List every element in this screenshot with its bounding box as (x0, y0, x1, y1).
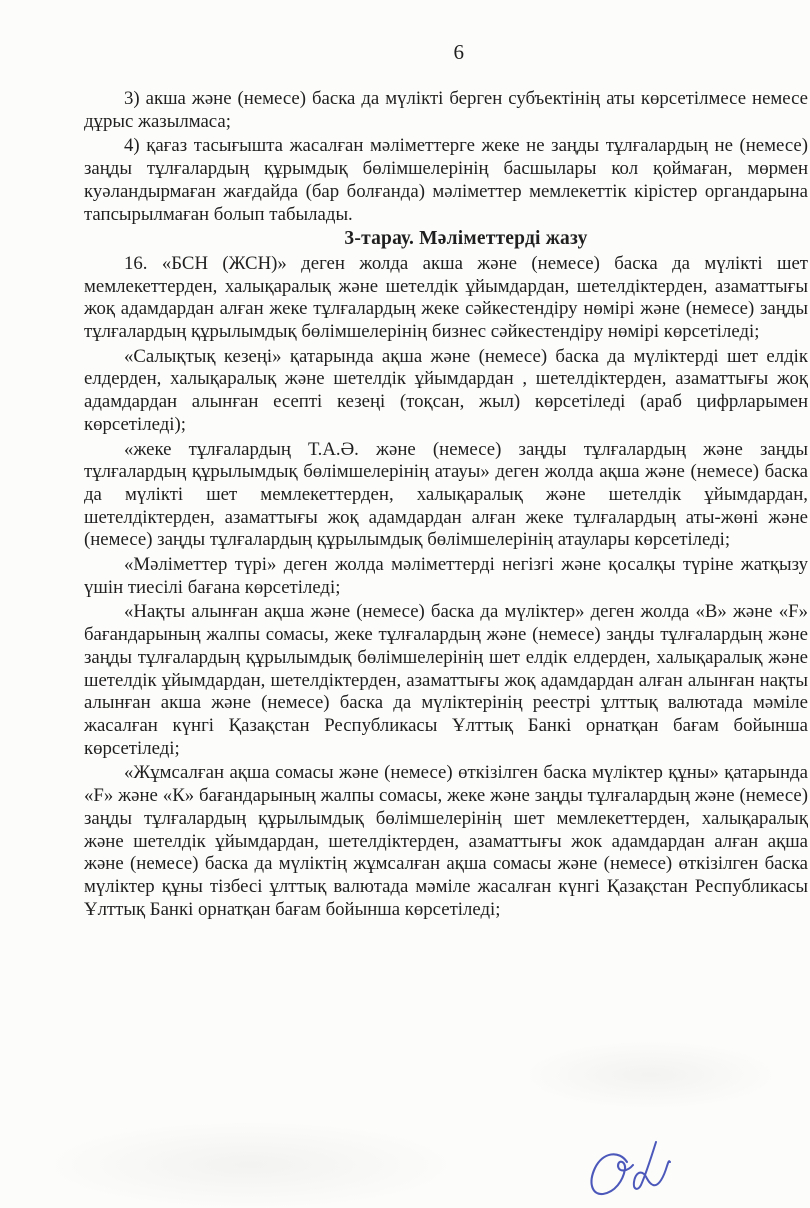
signature-stroke-loop (592, 1154, 633, 1194)
scan-artifact (40, 1120, 460, 1208)
paragraph-item-4: 4) қағаз тасығышта жасалған мәліметтерге жеке не заңды тұлғалардың не (немесе) заңды тұлғалардың құрымдық бөлімшелерінің басшылары кол қоймаған, мөрмен куәландырмаған жағдайда (бар болғанда) мәліметтер мемлекеттік кірістер органдарына тапсырылмаған болып табылады. (84, 135, 808, 225)
paragraph-point-16: 16. «БСН (ЖСН)» деген жолда акша және (немесе) баска да мүлікті шет мемлекеттерден, халықаралық және шетелдік ұйымдардан, шетелдіктерден, азаматтығы жоқ адамдардан алған жеке тұлғалардың жеке сәйкестендіру нөмірі және (немесе) заңды тұлғалардың құрылымдық бөлімшелерінің бизнес сәйкестендіру нөмірі көрсетіледі; (84, 252, 808, 343)
handwritten-signature (575, 1138, 685, 1204)
paragraph-item-3: 3) акша және (немесе) баска да мүлікті берген субъектінің аты көрсетілмесе немесе дұрыс жазылмаса; (84, 88, 808, 132)
scan-artifact (520, 1040, 780, 1110)
document-body (84, 88, 808, 923)
chapter-heading: 3-тарау. Мәліметтерді жазу (344, 228, 588, 250)
signature-stroke-tail (634, 1142, 670, 1189)
paragraph-salyk-kezeni: «Салықтық кезеңі» қатарында ақша және (немесе) баска да мүліктерді шет елдік елдерден, халықаралық және шетелдік ұйымдардан , шетелдіктерден, азаматтығы жоқ адамдардан алынған есепті кезеңі (тоқсан, жыл) көрсетіледі (араб цифрларымен көрсетіледі); (84, 345, 808, 435)
page-number: 6 (453, 40, 465, 64)
paragraph-nakty-alyngan: «Нақты алынған ақша және (немесе) баска да мүліктер» деген жолда «В» және «F» бағандарының жалпы сомасы, жеке тұлғалардың және (немесе) заңды тұлғалардың және заңды тұлғалардың құрылымдық бөлімшелерінің шет елдік елдерден, халықаралық және шетелдік ұйымдардан, шетелдіктерден, азаматтығы жоқ адамдардан алған алынған нақты алынған акша және (немесе) баска да мүліктерінің реестрі ұлттық валютада мәміле жасалған күнгі Қазақстан Республикасы Ұлттық Банкі орнатқан бағам бойынша көрсетіледі; (84, 601, 808, 759)
paragraph-zhumsalgan: «Жұмсалған ақша сомасы және (немесе) өткізілген баска мүліктер құны» қатарында «F» және «К» бағандарының жалпы сомасы, жеке және заңды тұлғалардың және (немесе) заңды тұлғалардың құрылымдық бөлімшелерінің шет мемлекеттерден, халықаралық және шетелдік ұйымдардан, шетелдіктерден, азаматтығы жок адамдардан алған ақша және (немесе) баска да мүліктің жұмсалған ақша сомасы және (немесе) өткізілген баска мүліктер құны тізбесі ұлттық валютада мәміле жасалған күнгі Қазақстан Республикасы Ұлттық Банкі орнатқан бағам бойынша көрсетіледі; (84, 762, 808, 920)
paragraph-malimetter-turi: «Мәліметтер түрі» деген жолда мәліметтерді негізгі және қосалқы түріне жатқызу үшін тиесілі бағана көрсетіледі; (84, 554, 808, 598)
paragraph-zheke-tulgalar: «жеке тұлғалардың Т.А.Ә. және (немесе) заңды тұлғалардың және заңды тұлғалардың құрылымдық бөлімшелерінің атауы» деген жолда ақша және (немесе) баска да мүлікті шет мемлекеттерден, халықаралық және шетелдік ұйымдардан, шетелдіктерден, азаматтығы жоқ адамдардан алған жеке тұлғалардың аты-жөні және (немесе) заңды тұлғалардың құрылымдық бөлімшелерінің атаулары көрсетіледі; (84, 438, 808, 551)
